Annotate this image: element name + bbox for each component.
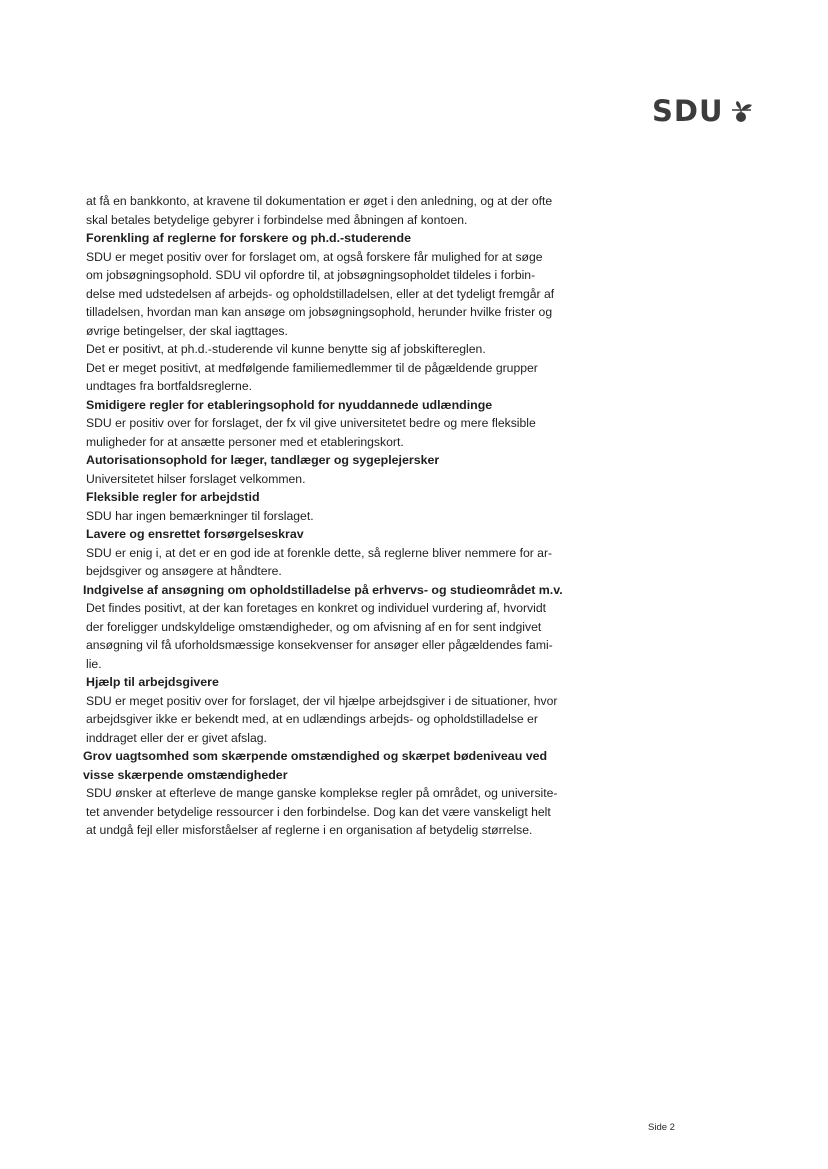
text-line: SDU ønsker at efterleve de mange ganske komplekse regler på området, og universite- xyxy=(86,786,558,800)
section-paragraph xyxy=(86,599,586,673)
section-paragraph xyxy=(86,544,586,581)
text-line: ansøgning vil få uforholdsmæssige konsekvenser for ansøger eller pågældendes fami- xyxy=(86,638,553,652)
text-line: SDU er positiv over for forslaget, der fx vil give universitetet bedre og mere fleksible xyxy=(86,416,536,430)
section-grov-uagtsomhed xyxy=(83,747,586,840)
sdu-logo xyxy=(652,94,756,128)
text-line: arbejdsgiver ikke er bekendt med, at en udlændings arbejds- og opholdstilladelse er xyxy=(86,712,538,726)
document-body xyxy=(83,192,586,840)
text-line: tilladelsen, hvordan man kan ansøge om jobsøgningsophold, herunder hvilke frister og xyxy=(86,305,553,319)
text-line: muligheder for at ansætte personer med et etableringskort. xyxy=(86,434,404,449)
text-line: SDU er meget positiv over for forslaget, der vil hjælpe arbejdsgiver i de situationer, hvor xyxy=(86,693,558,708)
text-line: at få en bankkonto, at kravene til dokumentation er øget i den anledning, og at der ofte xyxy=(86,194,553,208)
section-paragraph xyxy=(86,784,586,840)
text-line: SDU er enig i, at det er en god ide at forenkle dette, så reglerne bliver nemmere for ar- xyxy=(86,545,553,560)
text-line: skal betales betydelige gebyrer i forbindelse med åbningen af kontoen. xyxy=(86,212,468,227)
section-heading: Lavere og ensrettet forsørgelseskrav xyxy=(86,527,304,541)
intro-paragraph xyxy=(86,192,586,229)
section-heading: Autorisationsophold for læger, tandlæger og sygeplejersker xyxy=(86,453,440,467)
section-paragraph xyxy=(86,414,586,451)
section-paragraph xyxy=(86,359,586,396)
text-line: SDU er meget positiv over for forslaget om, at også forskere får mulighed for at søge xyxy=(86,249,543,264)
section-forsoergelseskrav xyxy=(86,525,586,581)
section-paragraph xyxy=(86,470,586,489)
text-line: delse med udstedelsen af arbejds- og opholdstilladelsen, eller at det tydeligt fremgår af xyxy=(86,286,555,301)
section-paragraph xyxy=(86,507,586,526)
text-line: SDU har ingen bemærkninger til forslaget. xyxy=(86,508,314,523)
heading-line: visse skærpende omstændigheder xyxy=(83,767,288,782)
text-line: bejdsgiver og ansøgere at håndtere. xyxy=(86,564,282,578)
section-heading xyxy=(83,747,586,784)
text-line: at undgå fejl eller misforståelser af reglerne i en organisation af betydelig størrelse. xyxy=(86,823,533,837)
page-number: Side 2 xyxy=(648,1122,675,1133)
text-line: om jobsøgningsophold. SDU vil opfordre til, at jobsøgningsopholdet tildeles i forbin- xyxy=(86,268,536,282)
section-paragraph xyxy=(86,340,586,359)
text-line: der foreligger undskyldelige omstændigheder, og om afvisning af en for sent indgivet xyxy=(86,619,542,634)
section-paragraph xyxy=(86,248,586,341)
text-line: Det findes positivt, at der kan foretages en konkret og individuel vurdering af, hvorvidt xyxy=(86,601,546,615)
section-heading: Fleksible regler for arbejdstid xyxy=(86,490,260,504)
text-line: tet anvender betydelige ressourcer i den forbindelse. Dog kan det være vanskeligt helt xyxy=(86,804,551,819)
section-paragraph xyxy=(86,692,586,748)
section-etableringsophold xyxy=(86,396,586,452)
text-line: lie. xyxy=(86,656,102,671)
heading-line: Grov uagtsomhed som skærpende omstændighed og skærpet bødeniveau ved xyxy=(83,749,548,763)
section-arbejdstid xyxy=(86,488,586,525)
text-line: Det er positivt, at ph.d.-studerende vil kunne benytte sig af jobskiftereglen. xyxy=(86,342,486,356)
section-forskere xyxy=(86,229,586,396)
text-line: Universitetet hilser forslaget velkommen. xyxy=(86,471,306,486)
section-indgivelse-ansoegning xyxy=(83,581,586,674)
text-line: Det er meget positivt, at medfølgende familiemedlemmer til de pågældende grupper xyxy=(86,360,538,375)
text-line: undtages fra bortfaldsreglerne. xyxy=(86,379,252,393)
section-heading: Smidigere regler for etableringsophold for nyuddannede udlændinge xyxy=(86,397,493,412)
section-arbejdsgivere xyxy=(86,673,586,747)
section-heading: Hjælp til arbejdsgivere xyxy=(86,675,219,689)
text-line: øvrige betingelser, der skal iagttages. xyxy=(86,323,288,338)
section-autorisationsophold xyxy=(86,451,586,488)
section-heading: Forenkling af reglerne for forskere og ph.d.-studerende xyxy=(86,231,411,245)
section-heading: Indgivelse af ansøgning om opholdstilladelse på erhvervs- og studieområdet m.v. xyxy=(83,582,563,597)
text-line: inddraget eller der er givet afslag. xyxy=(86,730,267,745)
sdu-logo-text: SDU xyxy=(652,94,724,128)
sdu-apple-icon xyxy=(726,96,756,126)
